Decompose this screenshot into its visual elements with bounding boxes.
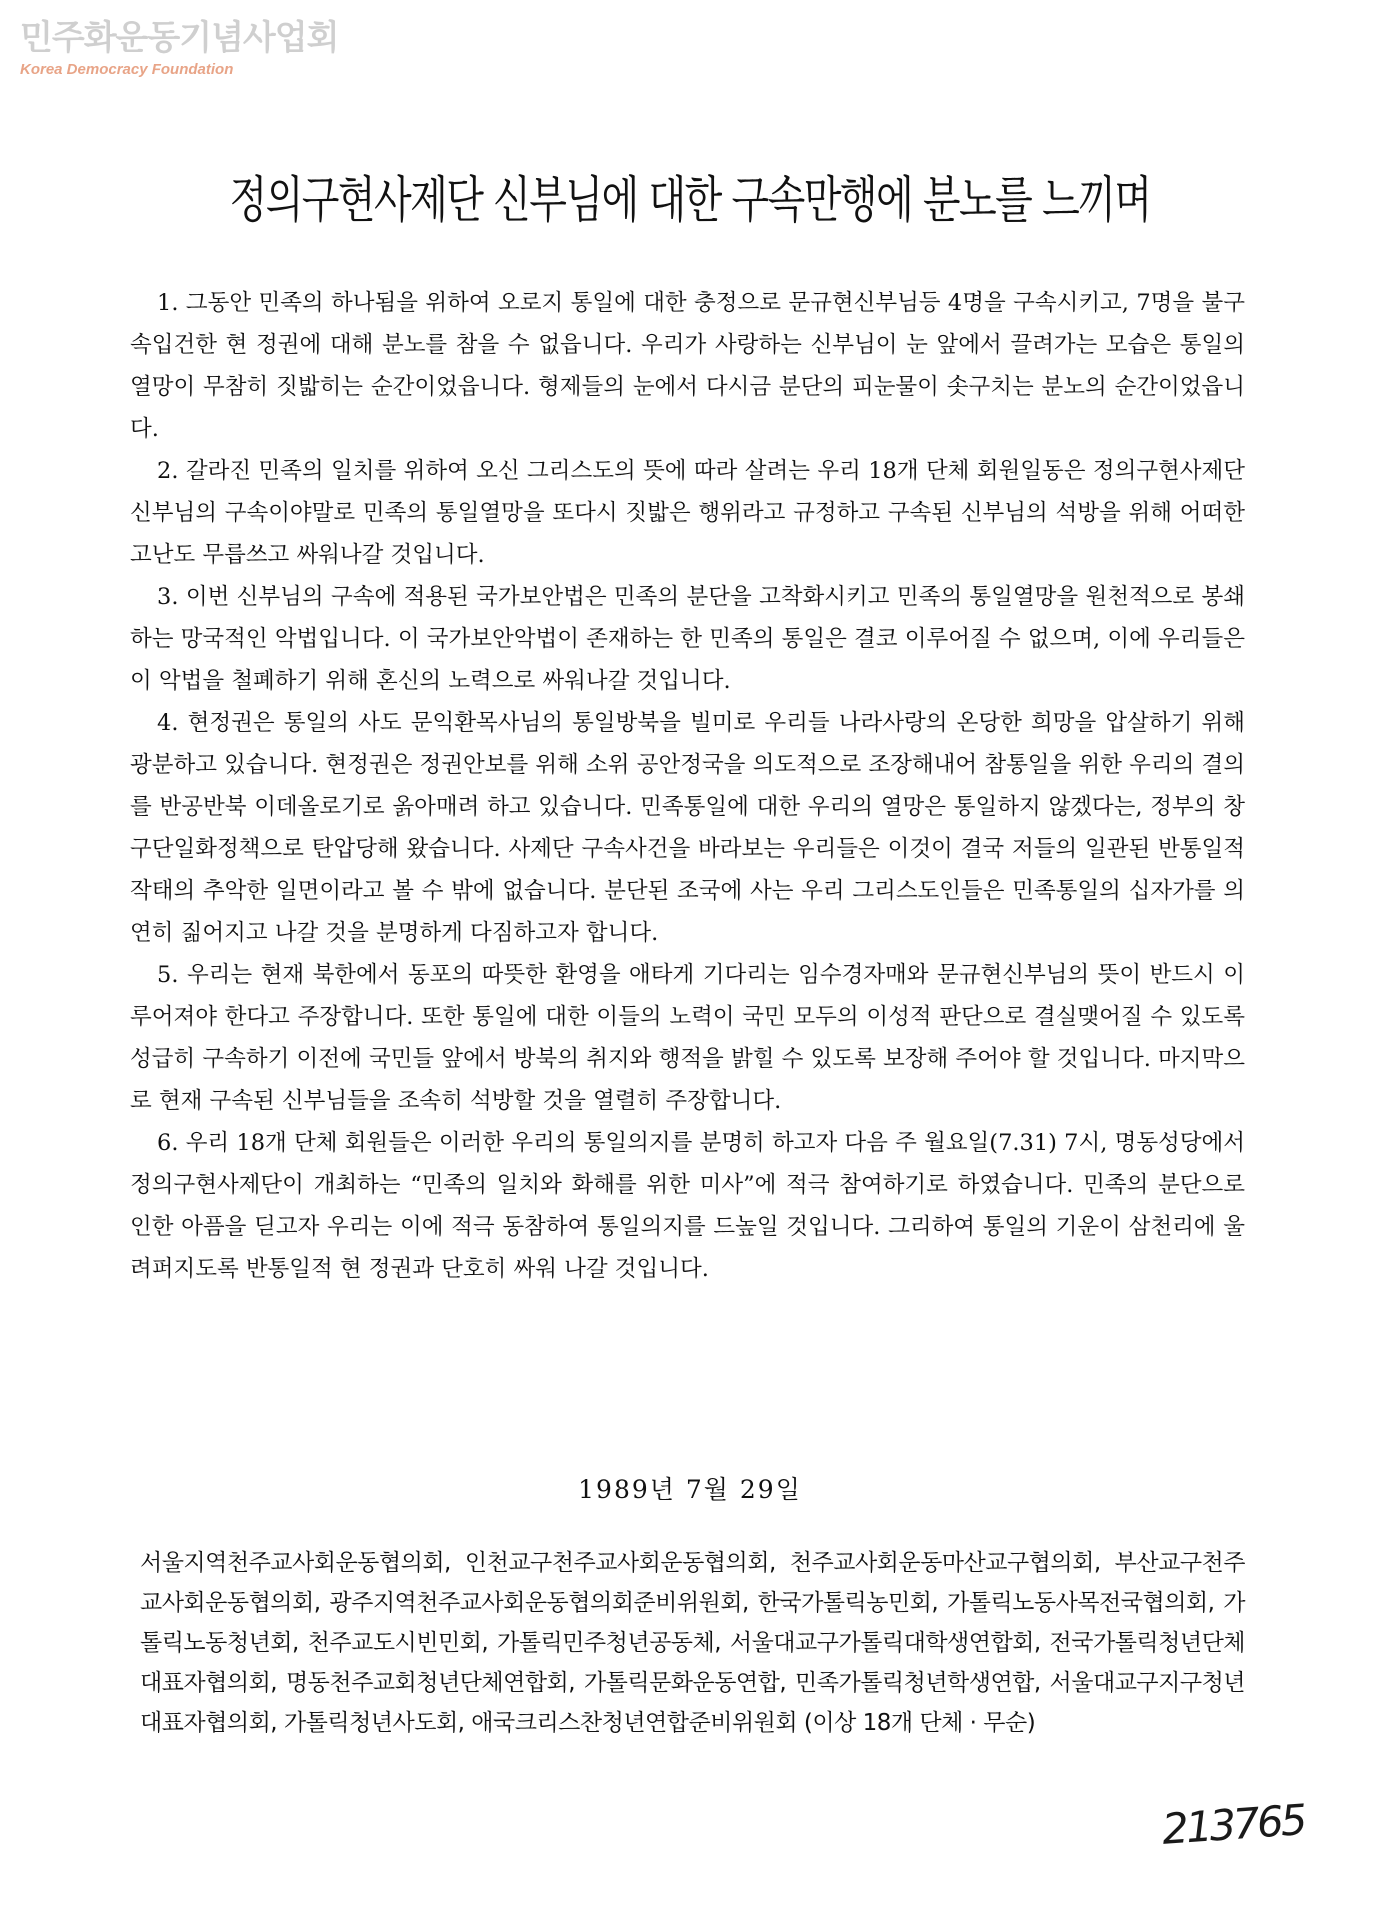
watermark-korean: 민주화운동기념사업회 — [20, 18, 339, 58]
paragraph-5: 5. 우리는 현재 북한에서 동포의 따뜻한 환영을 애타게 기다리는 임수경자매와 문규현신부님의 뜻이 반드시 이루어져야 한다고 주장합니다. 또한 통일에 대한 이들의 노력이 국민 모두의 이성적 판단으로 결실맺어질 수 있도록 성급히 구속하기 이전에 국민들 앞에서 방북의 취지와 행적을 밝힐 수 있도록 보장해 주어야 할 것입니다. 마지막으로 현재 구속된 신부님들을 조속히 석방할 것을 열렬히 주장합니다. — [130, 962, 1245, 1114]
document-title: 정의구현사제단 신부님에 대한 구속만행에 분노를 느끼며 — [229, 171, 1151, 229]
paragraph-6: 6. 우리 18개 단체 회원들은 이러한 우리의 통일의지를 분명히 하고자 다음 주 월요일(7.31) 7시, 명동성당에서 정의구현사제단이 개최하는 “민족의 일치와 화해를 위한 미사”에 적극 참여하기로 하였습니다. 민족의 분단으로 인한 아픔을 딛고자 우리는 이에 적극 동참하여 통일의지를 드높일 것입니다. 그리하여 통일의 기운이 삼천리에 울려퍼지도록 반통일적 현 정권과 단호히 싸워 나갈 것입니다. — [130, 1130, 1245, 1282]
paragraph-3: 3. 이번 신부님의 구속에 적용된 국가보안법은 민족의 분단을 고착화시키고 민족의 통일열망을 원천적으로 봉쇄하는 망국적인 악법입니다. 이 국가보안악법이 존재하는 한 민족의 통일은 결코 이루어질 수 없으며, 이에 우리들은 이 악법을 철폐하기 위해 혼신의 노력으로 싸워나갈 것입니다. — [130, 584, 1245, 694]
paragraph-2: 2. 갈라진 민족의 일치를 위하여 오신 그리스도의 뜻에 따라 살려는 우리 18개 단체 회원일동은 정의구현사제단 신부님의 구속이야말로 민족의 통일열망을 또다시 짓밟은 행위라고 규정하고 구속된 신부님의 석방을 위해 어떠한 고난도 무릅쓰고 싸워나갈 것입니다. — [130, 458, 1245, 568]
watermark-logo — [20, 18, 338, 80]
document-date: 1989년 7월 29일 — [578, 1475, 802, 1504]
signatory-list: 서울지역천주교사회운동협의회, 인천교구천주교사회운동협의회, 천주교사회운동마산교구협의회, 부산교구천주교사회운동협의회, 광주지역천주교사회운동협의회준비위원회, 한국가톨릭농민회, 가톨릭노동사목전국협의회, 가톨릭노동청년회, 천주교도시빈민회, 가톨릭민주청년공동체, 서울대교구가톨릭대학생연합회, 전국가톨릭청년단체대표자협의회, 명동천주교회청년단체연합회, 가톨릭문화운동연합, 민족가톨릭청년학생연합, 서울대교구지구청년대표자협의회, 가톨릭청년사도회, 애국크리스찬청년연합준비위원회 (이상 18개 단체 · 무순) — [140, 1550, 1245, 1736]
watermark-english: Korea Democracy Foundation — [20, 61, 234, 78]
paragraph-4: 4. 현정권은 통일의 사도 문익환목사님의 통일방북을 빌미로 우리들 나라사랑의 온당한 희망을 압살하기 위해 광분하고 있습니다. 현정권은 정권안보를 위해 소위 공안정국을 의도적으로 조장해내어 참통일을 위한 우리의 결의를 반공반북 이데올로기로 옭아매려 하고 있습니다. 민족통일에 대한 우리의 열망은 통일하지 않겠다는, 정부의 창구단일화정책으로 탄압당해 왔습니다. 사제단 구속사건을 바라보는 우리들은 이것이 결국 저들의 일관된 반통일적 작태의 추악한 일면이라고 볼 수 밖에 없습니다. 분단된 조국에 사는 우리 그리스도인들은 민족통일의 십자가를 의연히 짊어지고 나갈 것을 분명하게 다짐하고자 합니다. — [130, 710, 1245, 946]
paragraph-1: 1. 그동안 민족의 하나됨을 위하여 오로지 통일에 대한 충정으로 문규현신부님등 4명을 구속시키고, 7명을 불구속입건한 현 정권에 대해 분노를 참을 수 없읍니다. 우리가 사랑하는 신부님이 눈 앞에서 끌려가는 모습은 통일의 열망이 무참히 짓밟히는 순간이었읍니다. 형제들의 눈에서 다시금 분단의 피눈물이 솟구치는 분노의 순간이었읍니다. — [130, 290, 1245, 442]
handwritten-archive-number: 213765 — [1160, 1795, 1306, 1854]
statement-body — [130, 282, 1245, 1290]
